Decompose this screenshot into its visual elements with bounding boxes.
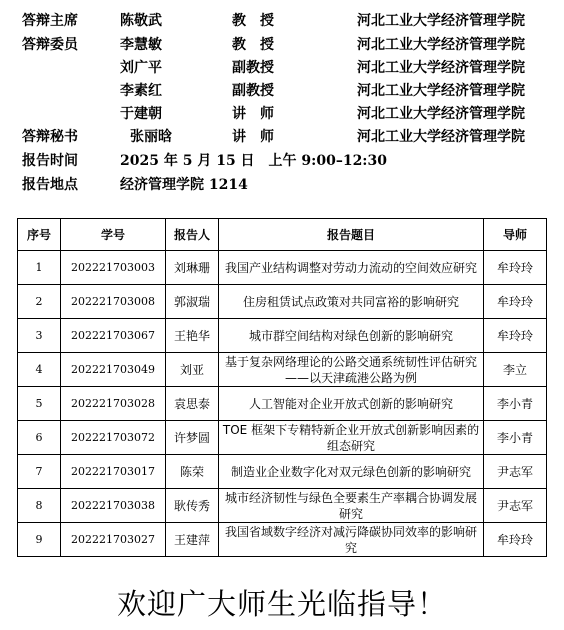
role-label: 答辩委员 — [22, 37, 78, 53]
committee-member-row — [0, 80, 564, 102]
cell-student-id: 202221703038 — [61, 489, 166, 523]
committee-member-row — [0, 34, 564, 56]
table-row — [18, 285, 547, 319]
cell-student-id: 202221703003 — [61, 251, 166, 285]
cell-topic: 城市群空间结构对绿色创新的影响研究 — [219, 319, 484, 353]
table-row — [18, 489, 547, 523]
cell-topic: 我国产业结构调整对劳动力流动的空间效应研究 — [219, 251, 484, 285]
cell-advisor: 李小青 — [484, 387, 547, 421]
cell-advisor: 牟玲玲 — [484, 319, 547, 353]
cell-reporter: 耿传秀 — [166, 489, 219, 523]
cell-reporter: 王建萍 — [166, 523, 219, 557]
header-topic: 报告题目 — [219, 219, 484, 251]
cell-advisor: 牟玲玲 — [484, 523, 547, 557]
cell-reporter: 刘琳珊 — [166, 251, 219, 285]
cell-topic: 住房租赁试点政策对共同富裕的影响研究 — [219, 285, 484, 319]
cell-topic: 我国省域数字经济对减污降碳协同效率的影响研究 — [219, 523, 484, 557]
cell-advisor: 李小青 — [484, 421, 547, 455]
cell-advisor: 牟玲玲 — [484, 251, 547, 285]
member-title: 教 授 — [232, 37, 274, 53]
committee-secretary-row — [0, 126, 564, 148]
report-place-row — [0, 174, 564, 196]
member-name: 李慧敏 — [120, 37, 162, 53]
time-value: 2025 年 5 月 15 日 上午 9:00–12:30 — [120, 153, 387, 169]
member-name: 于建朝 — [120, 106, 162, 122]
committee-chair-row — [0, 10, 564, 32]
table-row — [18, 319, 547, 353]
member-name: 张丽晗 — [130, 129, 172, 145]
cell-advisor: 尹志军 — [484, 455, 547, 489]
cell-advisor: 尹志军 — [484, 489, 547, 523]
cell-student-id: 202221703017 — [61, 455, 166, 489]
table-row — [18, 353, 547, 387]
committee-member-row — [0, 103, 564, 125]
member-org: 河北工业大学经济管理学院 — [357, 129, 525, 145]
committee-info — [0, 0, 564, 200]
member-org: 河北工业大学经济管理学院 — [357, 37, 525, 53]
cell-topic: 人工智能对企业开放式创新的影响研究 — [219, 387, 484, 421]
member-org: 河北工业大学经济管理学院 — [357, 13, 525, 29]
cell-seq: 1 — [18, 251, 61, 285]
cell-reporter: 袁思泰 — [166, 387, 219, 421]
cell-student-id: 202221703028 — [61, 387, 166, 421]
cell-reporter: 郭淑瑞 — [166, 285, 219, 319]
cell-seq: 8 — [18, 489, 61, 523]
table-row — [18, 387, 547, 421]
header-student-id: 学号 — [61, 219, 166, 251]
cell-advisor: 牟玲玲 — [484, 285, 547, 319]
cell-student-id: 202221703072 — [61, 421, 166, 455]
cell-topic: 基于复杂网络理论的公路交通系统韧性评估研究——以天津疏港公路为例 — [219, 353, 484, 387]
welcome-message: 欢迎广大师生光临指导！ — [116, 587, 447, 621]
cell-reporter: 王艳华 — [166, 319, 219, 353]
header-advisor: 导师 — [484, 219, 547, 251]
cell-seq: 5 — [18, 387, 61, 421]
header-seq: 序号 — [18, 219, 61, 251]
cell-topic: 城市经济韧性与绿色全要素生产率耦合协调发展研究 — [219, 489, 484, 523]
cell-student-id: 202221703008 — [61, 285, 166, 319]
cell-seq: 2 — [18, 285, 61, 319]
member-org: 河北工业大学经济管理学院 — [357, 83, 525, 99]
cell-student-id: 202221703067 — [61, 319, 166, 353]
cell-seq: 3 — [18, 319, 61, 353]
cell-student-id: 202221703049 — [61, 353, 166, 387]
table-row — [18, 523, 547, 557]
cell-student-id: 202221703027 — [61, 523, 166, 557]
time-label: 报告时间 — [22, 153, 78, 169]
member-title: 讲 师 — [232, 129, 274, 145]
member-name: 刘广平 — [120, 60, 162, 76]
member-title: 教 授 — [232, 13, 274, 29]
defense-schedule-table — [17, 218, 547, 557]
cell-advisor: 李立 — [484, 353, 547, 387]
member-name: 陈敬武 — [120, 13, 162, 29]
cell-reporter: 许梦圆 — [166, 421, 219, 455]
cell-reporter: 陈荣 — [166, 455, 219, 489]
member-title: 副教授 — [232, 83, 274, 99]
cell-seq: 7 — [18, 455, 61, 489]
table-row — [18, 455, 547, 489]
table-row — [18, 421, 547, 455]
member-org: 河北工业大学经济管理学院 — [357, 106, 525, 122]
cell-seq: 4 — [18, 353, 61, 387]
role-label: 答辩秘书 — [22, 129, 78, 145]
cell-seq: 6 — [18, 421, 61, 455]
report-time-row — [0, 150, 564, 172]
cell-topic: 制造业企业数字化对双元绿色创新的影响研究 — [219, 455, 484, 489]
committee-member-row — [0, 57, 564, 79]
place-label: 报告地点 — [22, 177, 78, 193]
header-reporter: 报告人 — [166, 219, 219, 251]
member-org: 河北工业大学经济管理学院 — [357, 60, 525, 76]
member-title: 讲 师 — [232, 106, 274, 122]
role-label: 答辩主席 — [22, 13, 78, 29]
table-header-row — [18, 219, 547, 251]
cell-seq: 9 — [18, 523, 61, 557]
member-name: 李素红 — [120, 83, 162, 99]
place-value: 经济管理学院 1214 — [120, 177, 248, 193]
member-title: 副教授 — [232, 60, 274, 76]
cell-topic: TOE 框架下专精特新企业开放式创新影响因素的组态研究 — [219, 421, 484, 455]
table-row — [18, 251, 547, 285]
cell-reporter: 刘亚 — [166, 353, 219, 387]
